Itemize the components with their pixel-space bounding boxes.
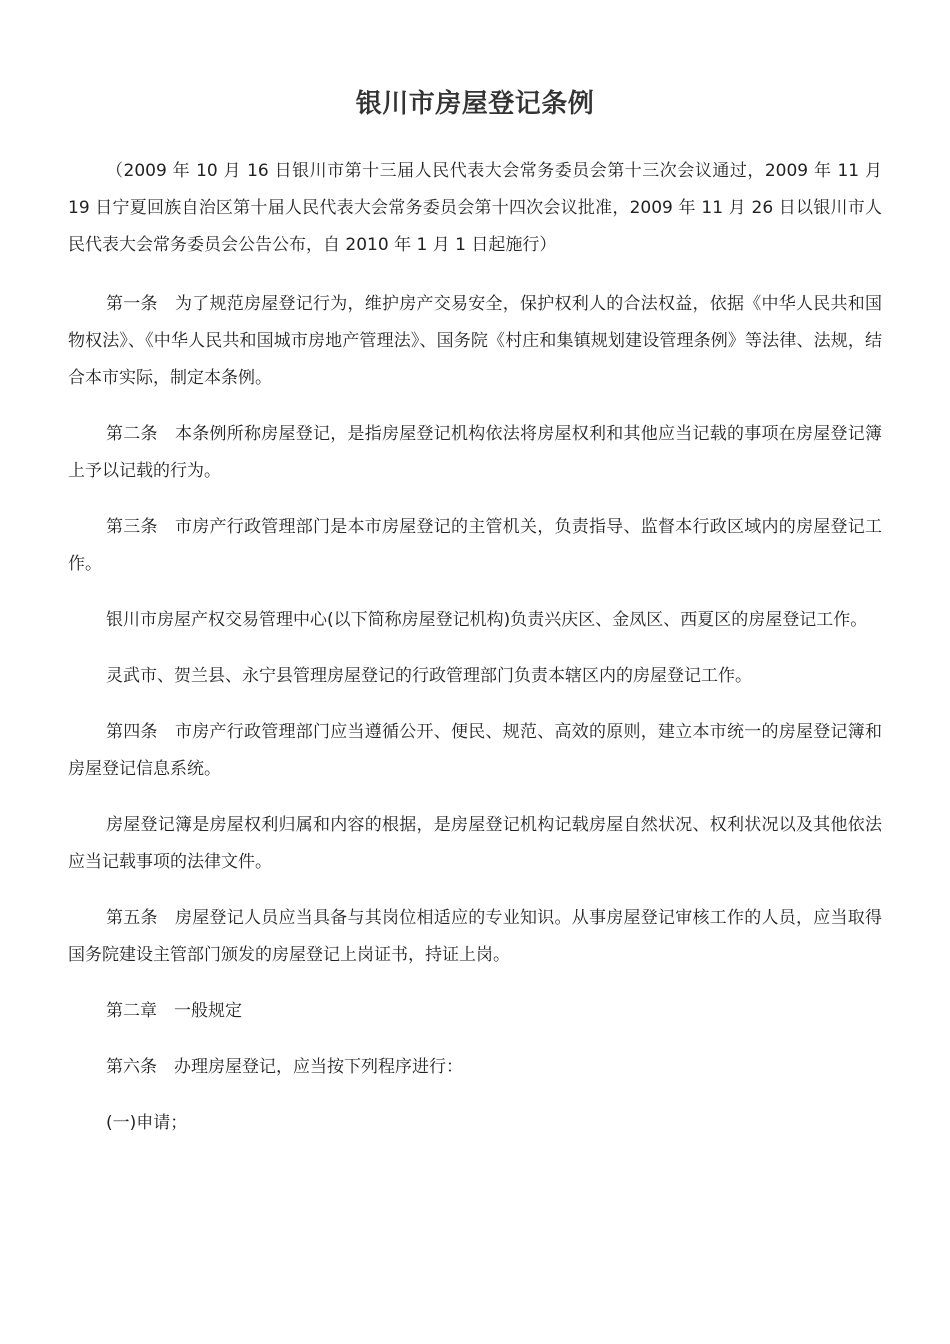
article-4-clause-2-paragraph: 房屋登记簿是房屋权利归属和内容的根据，是房屋登记机构记载房屋自然状况、权利状况以及其他依法应当记载事项的法律文件。 <box>68 815 882 872</box>
article-5-paragraph: 第五条 房屋登记人员应当具备与其岗位相适应的专业知识。从事房屋登记审核工作的人员，应当取得国务院建设主管部门颁发的房屋登记上岗证书，持证上岗。 <box>68 908 882 965</box>
article-6-item-1: (一)申请； <box>106 1113 188 1133</box>
article-6-paragraph: 第六条 办理房屋登记，应当按下列程序进行： <box>106 1057 463 1077</box>
article-1-paragraph: 第一条 为了规范房屋登记行为，维护房产交易安全，保护权利人的合法权益，依据《中华人民共和国物权法》、《中华人民共和国城市房地产管理法》、国务院《村庄和集镇规划建设管理条例》等法律、法规，结合本市实际，制定本条例。 <box>68 294 882 388</box>
preamble-paragraph: （2009 年 10 月 16 日银川市第十三届人民代表大会常务委员会第十三次会议通过，2009 年 11 月 19 日宁夏回族自治区第十届人民代表大会常务委员会第十四次会议批准，2009 年 11 月 26 日以银川市人民代表大会常务委员会公告公布，自 2010 年 1 月 1 日起施行） <box>68 161 882 255</box>
article-2-paragraph: 第二条 本条例所称房屋登记，是指房屋登记机构依法将房屋权利和其他应当记载的事项在房屋登记簿上予以记载的行为。 <box>68 424 882 481</box>
article-3-clause-3-paragraph: 灵武市、贺兰县、永宁县管理房屋登记的行政管理部门负责本辖区内的房屋登记工作。 <box>106 666 752 686</box>
document-title: 银川市房屋登记条例 <box>355 89 595 119</box>
chapter-2-heading: 第二章 一般规定 <box>106 1001 242 1021</box>
document-page <box>68 0 882 1142</box>
article-3-paragraph: 第三条 市房产行政管理部门是本市房屋登记的主管机关，负责指导、监督本行政区域内的房屋登记工作。 <box>68 517 882 574</box>
article-4-paragraph: 第四条 市房产行政管理部门应当遵循公开、便民、规范、高效的原则，建立本市统一的房屋登记簿和房屋登记信息系统。 <box>68 722 882 779</box>
article-3-clause-2-paragraph: 银川市房屋产权交易管理中心(以下简称房屋登记机构)负责兴庆区、金凤区、西夏区的房屋登记工作。 <box>106 610 868 630</box>
